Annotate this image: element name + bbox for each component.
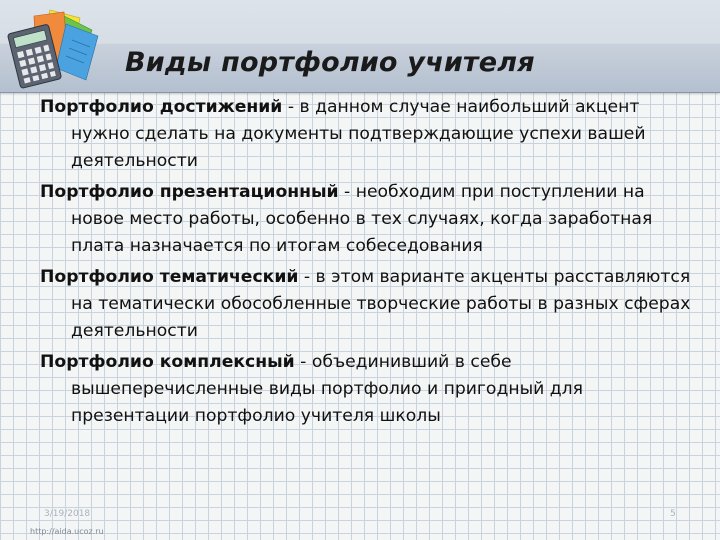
footer-date: 3/19/2018 [44,509,91,519]
item-term: Портфолио комплексный [40,352,295,372]
item-text: - в этом варианте акценты расставляются на тематически обособленные творческие работы в разных сферах деятельности [71,267,691,341]
list-item [40,179,700,260]
slide-title: Виды портфолио учителя [125,47,535,78]
list-item [40,264,700,345]
item-text: - в данном случае наибольший акцент нужно сделать на документы подтверждающие успехи вашей деятельности [71,97,646,171]
item-term: Портфолио достижений [40,97,283,117]
list-item [40,349,700,430]
page-number: 5 [670,509,676,519]
item-text: - объединивший в себе вышеперечисленные виды портфолио и пригодный для презентации портфолио учителя школы [71,352,583,426]
list-item [40,94,700,175]
item-term: Портфолио презентационный [40,182,339,202]
calculator-with-colored-papers-icon [6,6,106,90]
content-list [40,94,700,434]
footer-url[interactable]: http://aida.ucoz.ru [30,527,104,536]
item-term: Портфолио тематический [40,267,299,287]
item-text: - необходим при поступлении на новое место работы, особенно в тех случаях, когда заработная плата назначается по итогам собеседования [71,182,653,256]
